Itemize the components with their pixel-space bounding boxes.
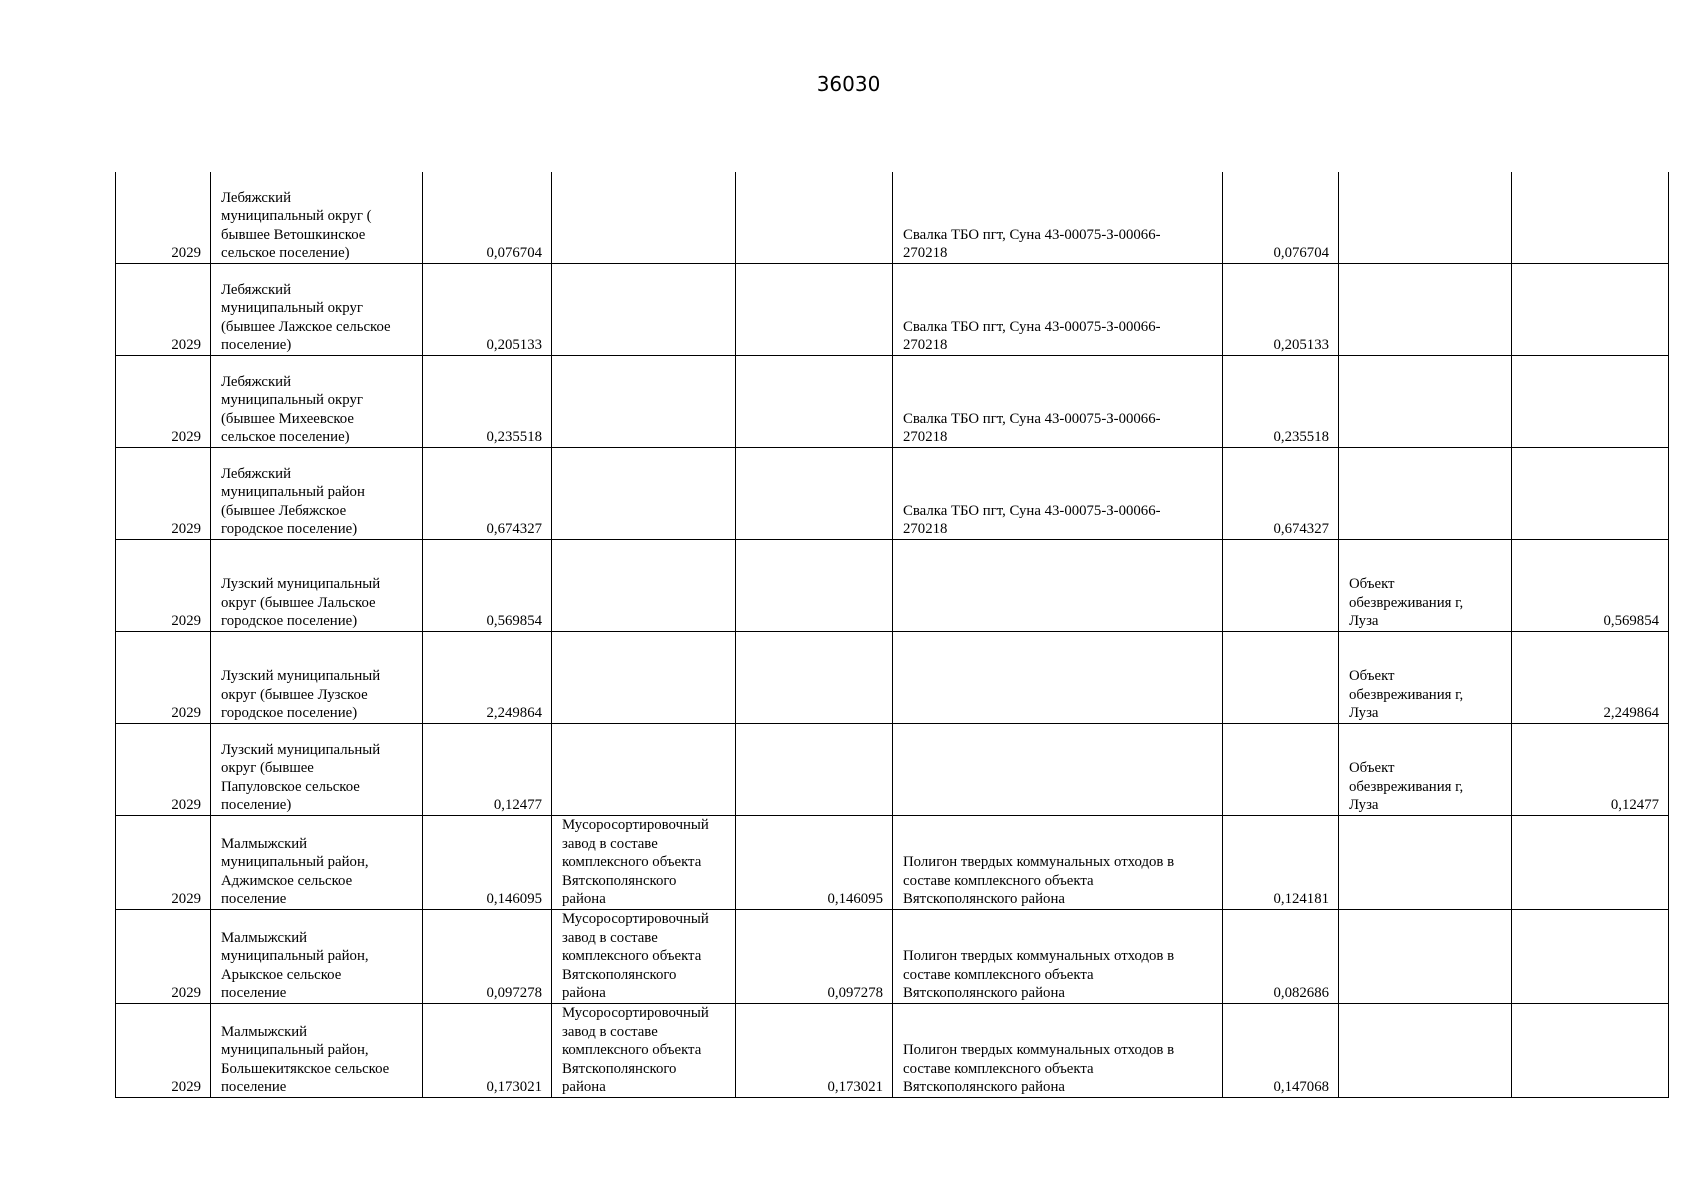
cell-neutralization-facility [1339,816,1512,910]
cell-sorting-volume [736,724,893,816]
table-row [116,172,1669,264]
cell-neutralization-facility [1339,910,1512,1004]
cell-year: 2029 [116,1004,211,1098]
cell-landfill-volume: 0,147068 [1223,1004,1339,1098]
table-row [116,632,1669,724]
cell-volume: 0,235518 [423,356,552,448]
cell-landfill: Свалка ТБО пгт, Суна 43-00075-З-00066- 270218 [893,448,1223,540]
cell-sorting-facility [552,264,736,356]
cell-sorting-facility [552,724,736,816]
cell-volume: 0,097278 [423,910,552,1004]
cell-municipality: Лебяжский муниципальный округ ( бывшее Ветошкинское сельское поселение) [211,172,423,264]
cell-municipality: Малмыжский муниципальный район, Большекитякское сельское поселение [211,1004,423,1098]
cell-sorting-facility [552,172,736,264]
table-row [116,910,1669,1004]
page-number: 36030 [816,72,881,96]
cell-year: 2029 [116,264,211,356]
cell-landfill-volume: 0,235518 [1223,356,1339,448]
cell-sorting-volume [736,356,893,448]
cell-landfill-volume: 0,082686 [1223,910,1339,1004]
cell-sorting-facility [552,356,736,448]
cell-neutralization-facility [1339,356,1512,448]
cell-sorting-volume [736,172,893,264]
table-row [116,540,1669,632]
cell-volume: 0,12477 [423,724,552,816]
cell-landfill [893,632,1223,724]
cell-sorting-volume: 0,097278 [736,910,893,1004]
cell-sorting-facility: Мусоросортировочный завод в составе комплексного объекта Вятскополянского района [552,910,736,1004]
cell-sorting-facility [552,632,736,724]
cell-neutralization-volume [1512,172,1669,264]
cell-municipality: Лебяжский муниципальный район (бывшее Лебяжское городское поселение) [211,448,423,540]
cell-year: 2029 [116,816,211,910]
cell-neutralization-facility [1339,172,1512,264]
cell-landfill-volume [1223,724,1339,816]
cell-neutralization-facility [1339,264,1512,356]
cell-year: 2029 [116,356,211,448]
cell-volume: 0,205133 [423,264,552,356]
cell-sorting-volume [736,632,893,724]
cell-neutralization-volume [1512,356,1669,448]
cell-landfill: Свалка ТБО пгт, Суна 43-00075-З-00066- 270218 [893,264,1223,356]
cell-municipality: Лузский муниципальный округ (бывшее Папуловское сельское поселение) [211,724,423,816]
cell-year: 2029 [116,632,211,724]
cell-landfill-volume [1223,632,1339,724]
cell-landfill: Полигон твердых коммунальных отходов в составе комплексного объекта Вятскополянского района [893,910,1223,1004]
cell-volume: 2,249864 [423,632,552,724]
cell-volume: 0,173021 [423,1004,552,1098]
table-row [116,1004,1669,1098]
cell-sorting-volume: 0,173021 [736,1004,893,1098]
cell-landfill: Свалка ТБО пгт, Суна 43-00075-З-00066- 270218 [893,356,1223,448]
cell-neutralization-volume: 0,569854 [1512,540,1669,632]
cell-volume: 0,569854 [423,540,552,632]
cell-landfill-volume [1223,540,1339,632]
cell-municipality: Малмыжский муниципальный район, Арыкское сельское поселение [211,910,423,1004]
cell-neutralization-facility [1339,448,1512,540]
cell-sorting-facility: Мусоросортировочный завод в составе комплексного объекта Вятскополянского района [552,1004,736,1098]
cell-municipality: Малмыжский муниципальный район, Аджимское сельское поселение [211,816,423,910]
cell-neutralization-volume: 2,249864 [1512,632,1669,724]
cell-neutralization-volume [1512,448,1669,540]
cell-neutralization-volume: 0,12477 [1512,724,1669,816]
cell-municipality: Лузский муниципальный округ (бывшее Лальское городское поселение) [211,540,423,632]
table-row [116,724,1669,816]
table-row [116,448,1669,540]
cell-neutralization-volume [1512,1004,1669,1098]
cell-landfill [893,724,1223,816]
cell-landfill: Полигон твердых коммунальных отходов в составе комплексного объекта Вятскополянского района [893,816,1223,910]
cell-municipality: Лебяжский муниципальный округ (бывшее Лажское сельское поселение) [211,264,423,356]
cell-municipality: Лебяжский муниципальный округ (бывшее Михеевское сельское поселение) [211,356,423,448]
cell-sorting-volume [736,264,893,356]
cell-landfill: Полигон твердых коммунальных отходов в составе комплексного объекта Вятскополянского района [893,1004,1223,1098]
cell-landfill: Свалка ТБО пгт, Суна 43-00075-З-00066- 270218 [893,172,1223,264]
table-row [116,356,1669,448]
cell-sorting-volume [736,448,893,540]
cell-sorting-facility [552,448,736,540]
table-row [116,264,1669,356]
cell-year: 2029 [116,724,211,816]
cell-volume: 0,146095 [423,816,552,910]
cell-neutralization-facility: Объект обезвреживания г, Луза [1339,632,1512,724]
waste-flow-table [115,172,1669,1098]
cell-neutralization-facility [1339,1004,1512,1098]
cell-landfill-volume: 0,674327 [1223,448,1339,540]
cell-landfill-volume: 0,124181 [1223,816,1339,910]
cell-year: 2029 [116,910,211,1004]
cell-year: 2029 [116,448,211,540]
cell-year: 2029 [116,540,211,632]
cell-neutralization-facility: Объект обезвреживания г, Луза [1339,540,1512,632]
cell-volume: 0,076704 [423,172,552,264]
cell-landfill-volume: 0,205133 [1223,264,1339,356]
cell-sorting-facility [552,540,736,632]
cell-neutralization-volume [1512,816,1669,910]
cell-sorting-volume [736,540,893,632]
cell-neutralization-facility: Объект обезвреживания г, Луза [1339,724,1512,816]
cell-landfill-volume: 0,076704 [1223,172,1339,264]
cell-municipality: Лузский муниципальный округ (бывшее Лузское городское поселение) [211,632,423,724]
table-row [116,816,1669,910]
cell-sorting-volume: 0,146095 [736,816,893,910]
cell-sorting-facility: Мусоросортировочный завод в составе комплексного объекта Вятскополянского района [552,816,736,910]
cell-neutralization-volume [1512,264,1669,356]
cell-volume: 0,674327 [423,448,552,540]
cell-landfill [893,540,1223,632]
cell-year: 2029 [116,172,211,264]
cell-neutralization-volume [1512,910,1669,1004]
